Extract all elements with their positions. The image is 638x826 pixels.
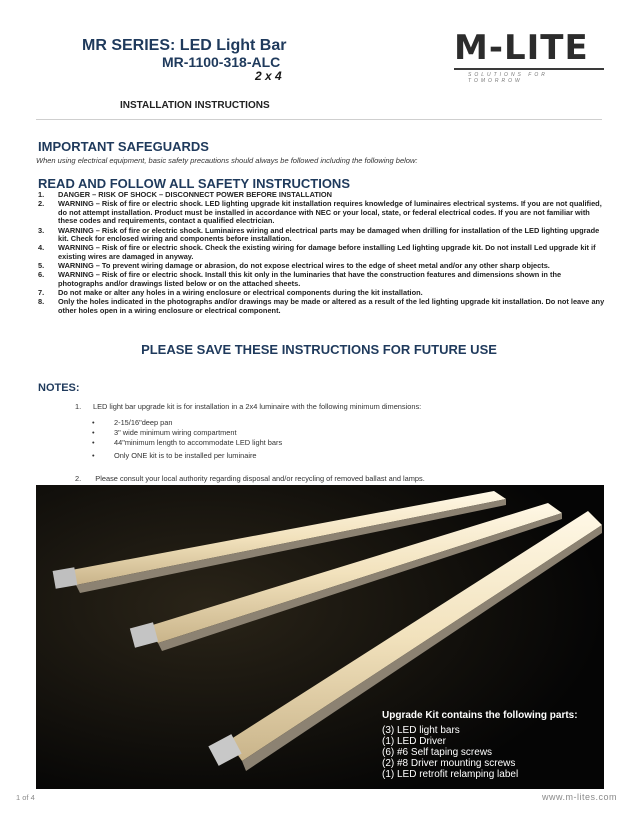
header-divider xyxy=(36,119,602,120)
kit-contents xyxy=(382,710,578,780)
safety-instructions-list xyxy=(38,191,608,316)
item-text: WARNING – To prevent wiring damage or abrasion, do not expose electrical wires to the edge of sheet metal and/or any other sharp objects. xyxy=(58,261,550,271)
bullet-text: Only ONE kit is to be installed per luminaire xyxy=(114,451,257,460)
document-title: MR SERIES: LED Light Bar xyxy=(82,37,287,54)
note-number: 1. xyxy=(75,402,82,411)
list-item xyxy=(38,271,608,288)
bullet-item xyxy=(92,438,282,447)
kit-item: (3) LED light bars xyxy=(382,725,460,736)
item-number: 2. xyxy=(38,199,45,209)
item-number: 4. xyxy=(38,243,45,253)
website-link[interactable]: www.m-lites.com xyxy=(542,792,618,802)
list-item xyxy=(38,244,608,261)
note-2 xyxy=(75,474,425,483)
list-item xyxy=(38,200,608,226)
safeguards-subtext: When using electrical equipment, basic safety precautions should always be followed including the following below: xyxy=(36,156,418,165)
m-lite-logo xyxy=(454,28,604,84)
bullet-mark: • xyxy=(92,451,95,460)
installation-instructions-title: INSTALLATION INSTRUCTIONS xyxy=(120,100,270,111)
bullet-text: 2-15/16"deep pan xyxy=(114,418,173,427)
model-number: MR-1100-318-ALC xyxy=(162,54,281,70)
page-number: 1 of 4 xyxy=(16,793,35,802)
item-text: WARNING – Risk of fire or electric shock. Install this kit only in the luminaries that have the construction features and dimensions shown in the photographs and/or drawings listed below or on the attached sheets. xyxy=(58,270,562,288)
item-text: WARNING – Risk of fire or electric shock. Check the existing wiring for damage before installing Led lighting upgrade kit. Do not install Led upgrade kit if existing wires are damaged in anyway. xyxy=(58,243,596,261)
item-text: Only the holes indicated in the photographs and/or drawings may be made or altered as a result of the led lighting upgrade kit installation. Do not leave any other holes open in a wiring enclosure or electrical component. xyxy=(58,297,605,315)
item-text: WARNING – Risk of fire or electric shock. Luminaires wiring and electrical parts may be damaged when drilling for installation of the LED lighting upgrade kit. Check for enclosed wiring and components before installation. xyxy=(58,225,600,244)
bullet-mark: • xyxy=(92,428,95,437)
note-number: 2. xyxy=(75,474,82,483)
logo-wordmark: M-LITE xyxy=(454,28,589,68)
safeguards-heading: IMPORTANT SAFEGUARDS xyxy=(38,139,209,154)
item-text: WARNING – Risk of fire or electric shock. LED lighting upgrade kit installation requires knowledge of luminaires electrical systems. If you are not qualified, do not attempt installation. Product must be installed in accordance with NEC or your local, state, or federal electrical codes. If you are not familiar with these codes and requirements, contact a qualified electrician. xyxy=(58,199,602,226)
item-number: 5. xyxy=(38,261,45,271)
list-item xyxy=(38,227,608,244)
kit-item: (1) LED Driver xyxy=(382,736,446,747)
logo-underline xyxy=(454,68,604,70)
bullet-text: 44"minimum length to accommodate LED light bars xyxy=(114,438,283,447)
item-text: DANGER – RISK OF SHOCK – DISCONNECT POWER BEFORE INSTALLATION xyxy=(58,190,333,199)
item-number: 1. xyxy=(38,190,45,199)
bullet-item xyxy=(92,451,257,460)
save-instructions-notice: PLEASE SAVE THESE INSTRUCTIONS FOR FUTURE USE xyxy=(141,342,497,357)
list-item xyxy=(38,298,608,315)
kit-item: (6) #6 Self taping screws xyxy=(382,747,493,758)
bullet-item xyxy=(92,428,237,437)
bullet-item xyxy=(92,418,173,427)
bullet-mark: • xyxy=(92,418,95,427)
item-number: 6. xyxy=(38,270,45,280)
note-text: LED light bar upgrade kit is for installation in a 2x4 luminaire with the following minimum dimensions: xyxy=(93,402,422,411)
kit-contents-title: Upgrade Kit contains the following parts: xyxy=(382,710,578,721)
item-text: Do not make or alter any holes in a wiring enclosure or electrical components during the kit installation. xyxy=(58,288,423,298)
item-number: 7. xyxy=(38,288,45,298)
kit-item: (1) LED retrofit relamping label xyxy=(382,769,519,780)
notes-heading: NOTES: xyxy=(38,382,80,394)
fixture-size: 2 x 4 xyxy=(255,69,282,83)
kit-item: (2) #8 Driver mounting screws xyxy=(382,758,516,769)
bullet-text: 3" wide minimum wiring compartment xyxy=(114,428,237,437)
note-text: Please consult your local authority regarding disposal and/or recycling of removed ballast and lamps. xyxy=(95,474,425,483)
bullet-mark: • xyxy=(92,438,95,447)
safety-instructions-heading: READ AND FOLLOW ALL SAFETY INSTRUCTIONS xyxy=(38,176,350,191)
logo-tagline: SOLUTIONS FOR TOMORROW xyxy=(468,72,548,84)
item-number: 8. xyxy=(38,297,45,307)
item-number: 3. xyxy=(38,225,45,235)
